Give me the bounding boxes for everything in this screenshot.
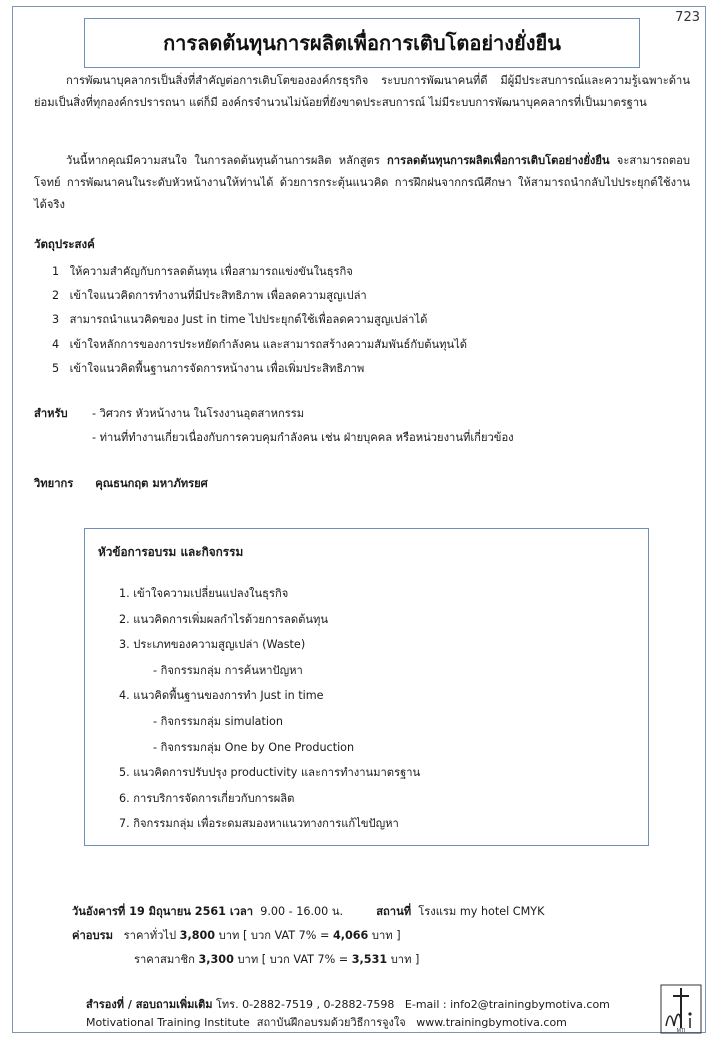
topic-item: 7. กิจกรรมกลุ่ม เพื่อระดมสมองหาแนวทางการแก้ไขปัญหา	[119, 817, 399, 831]
contact-info	[86, 996, 610, 1032]
topic-item: 1. เข้าใจความเปลี่ยนแปลงในธุรกิจ	[119, 587, 289, 600]
intro-paragraph-1: การพัฒนาบุคลากรเป็นสิ่งที่สำคัญต่อการเติบโตขององค์กรธุรกิจ ระบบการพัฒนาคนที่ดี มีผู้มีประสบการณ์และความรู้เฉพาะด้าน ย่อมเป็นสิ่งที่ทุกองค์กรปรารถนา แต่ก็มี องค์กรจำนวนไม่น้อยที่ยังขาดประสบการณ์ ไม่มีระบบการพัฒนาบุคคลากรที่เป็นมาตรฐาน	[34, 74, 690, 109]
topic-subitem: - กิจกรรมกลุ่ม การค้นหาปัญหา	[153, 663, 303, 677]
topic-item: 6. การบริการจัดการเกี่ยวกับการผลิต	[119, 791, 295, 805]
target-item: - ท่านที่ทำงานเกี่ยวเนื่องกับการควบคุมกำลังคน เช่น ฝ่ายบุคคล หรือหน่วยงานที่เกี่ยวข้อง	[92, 431, 514, 444]
general-label: ราคาทั่วไป	[123, 929, 177, 942]
intro-p2-after: จะสามารถตอบโจทย์ การพัฒนาคนในระดับหัวหน้างานให้ท่านได้ ด้วยการกระตุ้นแนวคิด การฝึกฝนจากกรณีศึกษา ให้สามารถนำกลับไปประยุกต์ใช้งานได้จริง	[34, 154, 690, 211]
objective-text: เข้าใจหลักการของการประหยัดกำลังคน และสามารถสร้างความสัมพันธ์กับต้นทุนได้	[69, 337, 468, 351]
topic-item: 2. แนวคิดการเพิ่มผลกำไรด้วยการลดต้นทุน	[119, 612, 329, 626]
venue-label: สถานที่	[376, 905, 412, 918]
target-item: - วิศวกร หัวหน้างาน ในโรงงานอุตสาหกรรม	[92, 407, 305, 420]
objective-item	[52, 308, 467, 332]
objectives-list	[52, 260, 467, 381]
objective-item	[52, 260, 467, 284]
vat-text: บาท [ บวก VAT 7% =	[218, 929, 330, 942]
org-name: Motivational Training Institute	[86, 1016, 250, 1029]
page-number: 723	[675, 10, 700, 25]
intro-p2-before: วันนี้หากคุณมีความสนใจ ในการลดต้นทุนด้านการผลิต หลักสูตร	[66, 154, 388, 167]
member-label: ราคาสมาชิก	[134, 953, 195, 966]
mti-logo	[660, 984, 702, 1034]
website-link[interactable]: www.trainingbymotiva.com	[416, 1016, 567, 1029]
topic-item: 4. แนวคิดพื้นฐานของการทำ Just in time	[119, 689, 324, 703]
target-audience	[34, 402, 514, 450]
objective-item	[52, 357, 467, 381]
objectives-heading: วัตถุประสงค์	[34, 237, 95, 251]
contact-email[interactable]: E-mail : info2@trainingbymotiva.com	[404, 998, 610, 1011]
org-row	[86, 1014, 610, 1032]
objective-number: 1	[52, 265, 60, 278]
topic-item: 5. แนวคิดการปรับปรุง productivity และการทำงานมาตรฐาน	[119, 766, 421, 780]
objective-number: 5	[52, 361, 60, 375]
topics-heading: หัวข้อการอบรม และกิจกรรม	[98, 545, 244, 559]
objective-item	[52, 333, 467, 357]
org-thai-name: สถาบันฝึกอบรมด้วยวิธีการจูงใจ	[256, 1016, 406, 1029]
page-title: การลดต้นทุนการผลิตเพื่อการเติบโตอย่างยั่งยืน	[163, 31, 561, 55]
objective-number: 2	[52, 289, 60, 303]
objective-text: เข้าใจแนวคิดการทำงานที่มีประสิทธิภาพ เพื่อลดความสูญเปล่า	[69, 289, 367, 303]
member-total: 3,531	[351, 953, 388, 966]
topic-item: 3. ประเภทของความสูญเปล่า (Waste)	[119, 638, 306, 652]
member-price: 3,300	[198, 953, 234, 966]
vat-suffix: บาท ]	[371, 929, 401, 942]
vat-text: บาท [ บวก VAT 7% =	[237, 953, 349, 966]
vat-suffix: บาท ]	[390, 953, 420, 966]
fee-member-row	[72, 948, 544, 972]
speaker-label: วิทยากร	[34, 477, 74, 490]
fee-label: ค่าอบรม	[72, 929, 113, 942]
topics-list	[119, 581, 420, 837]
objective-item	[52, 284, 467, 308]
objective-text: เข้าใจแนวคิดพื้นฐานการจัดการหน้างาน เพื่อเพิ่มประสิทธิภาพ	[69, 361, 365, 375]
time: 9.00 - 16.00 น.	[260, 905, 344, 918]
objective-text: ให้ความสำคัญกับการลดต้นทุน เพื่อสามารถแข่งขันในธุรกิจ	[69, 265, 353, 278]
topic-subitem: - กิจกรรมกลุ่ม simulation	[153, 714, 283, 728]
venue: โรงแรม my hotel CMYK	[418, 905, 545, 918]
contact-label: สำรองที่ / สอบถามเพิ่มเติม	[86, 998, 213, 1011]
contact-phone: โทร. 0-2882-7519 , 0-2882-7598	[216, 998, 395, 1011]
general-price: 3,800	[179, 929, 216, 942]
schedule-and-fees	[72, 900, 544, 972]
fee-general-row	[72, 924, 544, 948]
logo-text: MTI	[676, 1028, 686, 1034]
general-total: 4,066	[332, 929, 369, 942]
topic-subitem: - กิจกรรมกลุ่ม One by One Production	[153, 740, 355, 754]
topics-box	[84, 528, 649, 846]
date-label: วันอังคารที่ 19 มิถุนายน 2561 เวลา	[72, 905, 254, 918]
contact-row	[86, 996, 610, 1014]
speaker-name: คุณธนกฤต มหาภัทรยศ	[95, 477, 208, 490]
schedule-row	[72, 900, 544, 924]
objective-text: สามารถนำแนวคิดของ Just in time ไปประยุกต์ใช้เพื่อลดความสูญเปล่าได้	[69, 313, 428, 327]
title-box	[84, 18, 640, 68]
objective-number: 4	[52, 337, 60, 351]
speaker	[34, 474, 208, 492]
intro-paragraph-2	[34, 150, 690, 216]
course-name: การลดต้นทุนการผลิตเพื่อการเติบโตอย่างยั่งยืน	[387, 154, 610, 167]
objective-number: 3	[52, 313, 60, 327]
target-label: สำหรับ	[34, 407, 68, 420]
